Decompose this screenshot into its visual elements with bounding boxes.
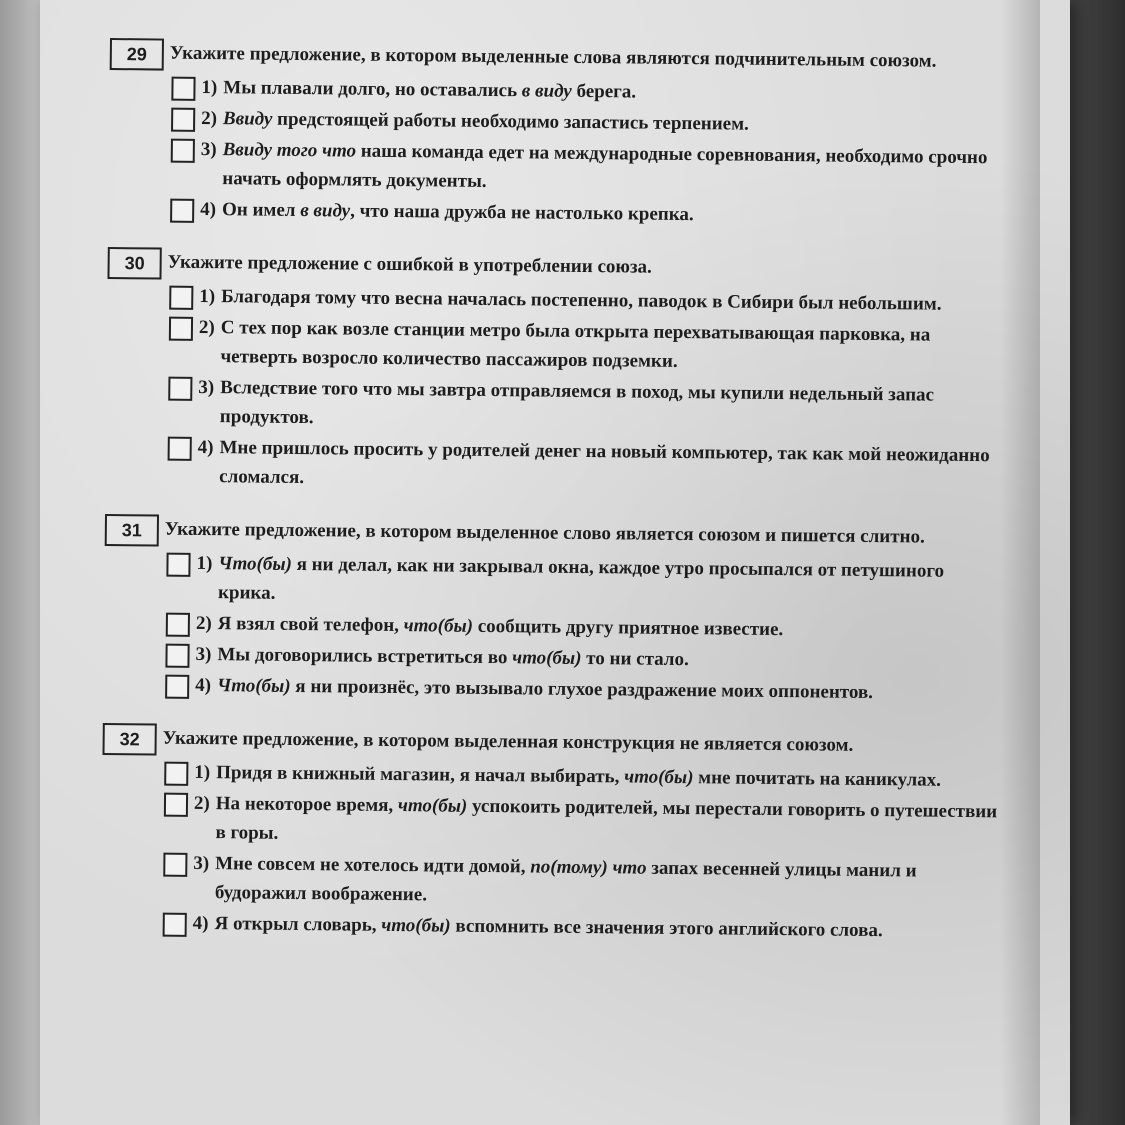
option-text: Благодаря тому что весна началась постепенно, паводок в Сибири был небольшим. — [221, 286, 942, 315]
highlighted-words: Ввиду того что — [222, 139, 357, 162]
task-30 — [105, 247, 1007, 499]
answer-options — [170, 73, 1010, 233]
option-number: 2) — [195, 612, 212, 635]
highlighted-words: в виду — [521, 80, 572, 102]
highlighted-words: что(бы) — [512, 647, 582, 669]
option-text: Ввиду предстоящей работы необходимо запастись терпением. — [222, 108, 749, 135]
option-number: 3) — [195, 643, 212, 666]
option-text: Ввиду того что наша команда едет на международные соревнования, необходимо срочно начать оформлять документы. — [222, 139, 988, 192]
answer-checkbox[interactable] — [170, 199, 194, 223]
answer-checkbox[interactable] — [171, 108, 195, 132]
option-number: 1) — [196, 552, 213, 575]
option-text: Мы плавали долго, но оставались в виду берега. — [223, 77, 637, 103]
highlighted-words: Ввиду — [222, 108, 273, 130]
answer-checkbox[interactable] — [169, 286, 193, 310]
task-prompt: Укажите предложение с ошибкой в употреблении союза. — [167, 251, 652, 278]
option-number: 4) — [197, 436, 214, 459]
option-text: Придя в книжный магазин, я начал выбирать, что(бы) мне почитать на каникулах. — [216, 762, 942, 791]
task-prompt: Укажите предложение, в котором выделенное слово является союзом и пишется слитно. — [164, 518, 925, 548]
option-text: Вследствие того что мы завтра отправляемся в поход, мы купили недельный запас продуктов. — [219, 377, 935, 429]
highlighted-words: что(бы) — [397, 795, 468, 817]
option-text: Что(бы) я ни делал, как ни закрывал окна, каждое утро просыпался от петушиного крика. — [217, 553, 945, 604]
answer-checkbox[interactable] — [171, 77, 195, 101]
option-number: 2) — [193, 792, 210, 815]
answer-checkbox[interactable] — [164, 762, 188, 786]
worksheet-content — [100, 38, 1010, 970]
option-number: 1) — [199, 285, 216, 308]
highlighted-words: по(тому) что — [530, 856, 647, 879]
answer-option-1 — [166, 549, 1005, 616]
option-text: С тех пор как возле станции метро была открыта перехватывающая парковка, на четверть возросло количество пассажиров подземки. — [220, 317, 931, 372]
task-number-box: 31 — [105, 514, 159, 547]
answer-checkbox[interactable] — [166, 613, 190, 637]
answer-options — [167, 282, 1007, 500]
option-number: 3) — [200, 138, 217, 161]
option-text: Мы договорились встретиться во что(бы) то ни стало. — [217, 644, 689, 671]
answer-checkbox[interactable] — [165, 675, 189, 699]
option-text: Я взял свой телефон, что(бы) сообщить другу приятное известие. — [217, 613, 784, 641]
answer-option-3 — [168, 373, 1007, 440]
answer-option-4 — [163, 909, 1001, 947]
option-text: Он имел в виду, что наша дружба не настолько крепка. — [221, 199, 694, 226]
task-31 — [103, 514, 1005, 708]
option-number: 4) — [192, 912, 209, 935]
answer-option-3 — [170, 135, 1009, 202]
task-29 — [108, 38, 1010, 232]
answer-checkbox[interactable] — [164, 793, 188, 817]
option-number: 2) — [201, 107, 218, 130]
answer-option-3 — [163, 849, 1002, 916]
option-number: 4) — [195, 674, 212, 697]
option-number: 2) — [198, 316, 215, 339]
option-number: 3) — [193, 852, 210, 875]
highlighted-words: Что(бы) — [218, 553, 292, 575]
answer-option-4 — [170, 195, 1008, 233]
option-text: Мне пришлось просить у родителей денег на новый компьютер, так как мой неожиданно сломался. — [219, 437, 990, 489]
answer-checkbox[interactable] — [163, 913, 187, 937]
highlighted-words: что(бы) — [381, 914, 451, 937]
highlighted-words: Что(бы) — [216, 675, 291, 697]
highlighted-words: что(бы) — [403, 615, 474, 637]
answer-checkbox[interactable] — [169, 317, 193, 341]
answer-options — [165, 549, 1005, 709]
answer-checkbox[interactable] — [168, 377, 192, 401]
task-prompt: Укажите предложение, в котором выделенная конструкция не является союзом. — [162, 727, 854, 756]
answer-checkbox[interactable] — [171, 139, 195, 163]
task-32 — [101, 723, 1003, 946]
option-text: Мне совсем не хотелось идти домой, по(тому) что запах весенней улицы манил и будоражил воображение. — [214, 853, 917, 906]
option-number: 1) — [201, 76, 218, 99]
answer-checkbox[interactable] — [165, 644, 189, 668]
option-number: 4) — [200, 198, 217, 221]
task-prompt: Укажите предложение, в котором выделенные слова являются подчинительным союзом. — [169, 42, 937, 72]
answer-option-2 — [164, 789, 1003, 856]
option-number: 1) — [194, 761, 211, 784]
option-text: Я открыл словарь, что(бы) вспомнить все значения этого английского слова. — [214, 913, 883, 942]
answer-checkbox[interactable] — [166, 553, 190, 577]
task-number-box: 29 — [110, 38, 164, 71]
answer-checkbox[interactable] — [163, 853, 187, 877]
highlighted-words: что(бы) — [624, 766, 694, 789]
option-text: На некоторое время, что(бы) успокоить родителей, мы перестали говорить о путешествии в горы. — [215, 793, 998, 844]
answer-option-2 — [169, 313, 1008, 380]
answer-option-4 — [167, 433, 1006, 500]
answer-checkbox[interactable] — [168, 437, 192, 461]
option-text: Что(бы) я ни произнёс, это вызывало глухое раздражение моих оппонентов. — [216, 675, 874, 704]
answer-option-4 — [165, 671, 1003, 709]
highlighted-words: в виду — [300, 200, 351, 222]
option-number: 3) — [198, 376, 215, 399]
answer-options — [163, 758, 1003, 947]
task-number-box: 32 — [102, 723, 156, 756]
task-number-box: 30 — [107, 247, 161, 280]
